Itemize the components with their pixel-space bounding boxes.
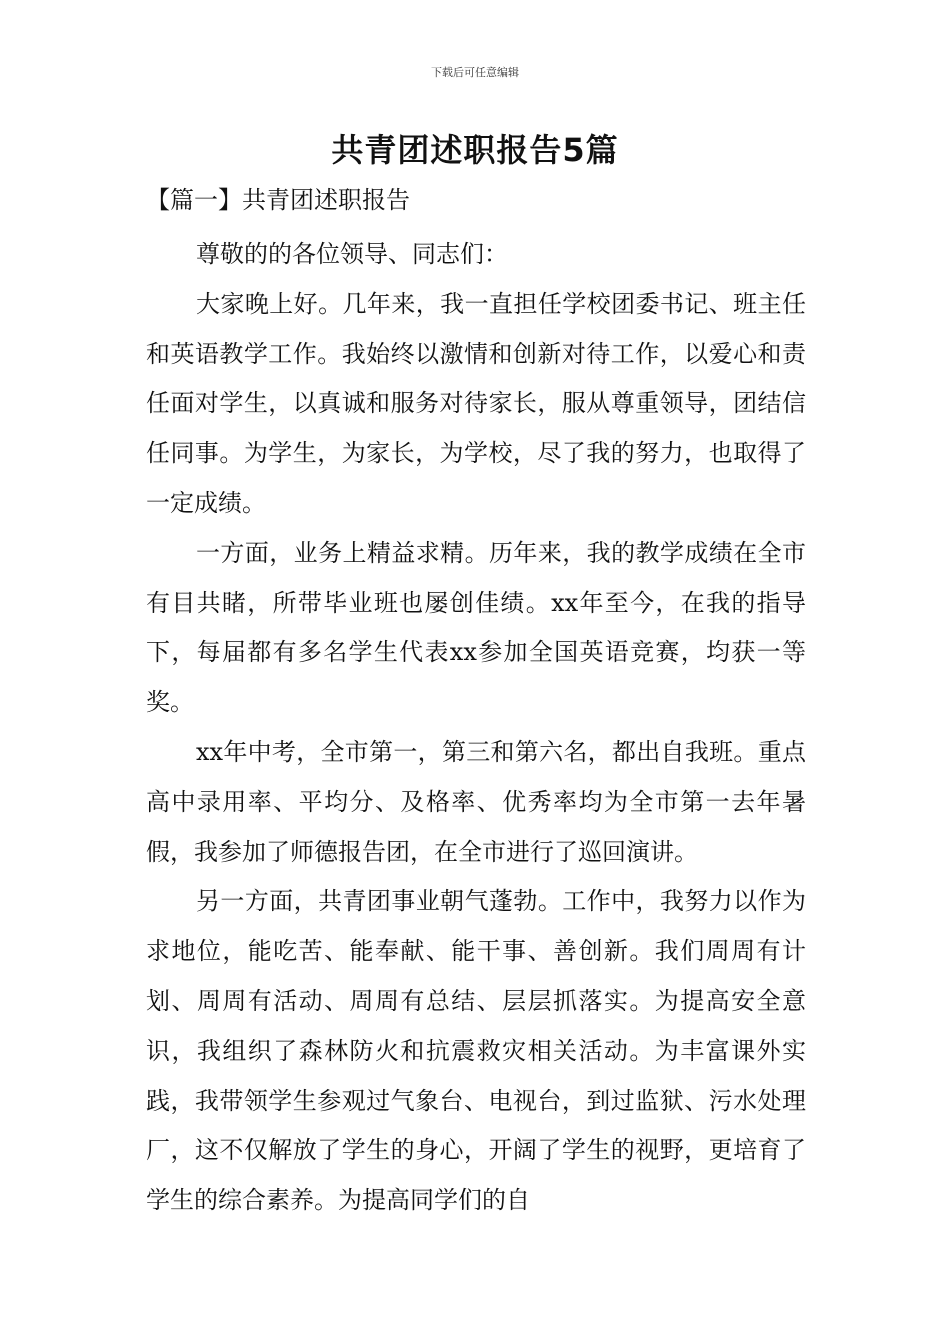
body-text bbox=[146, 230, 806, 1226]
paragraph-league-work: 另一方面，共青团事业朝气蓬勃。工作中，我努力以作为求地位，能吃苦、能奉献、能干事、善创新。我们周周有计划、周周有活动、周周有总结、层层抓落实。为提高安全意识，我组织了森林防火和抗震救灾相关活动。为丰富课外实践，我带领学生参观过气象台、电视台，到过监狱、污水处理厂，这不仅解放了学生的身心，开阔了学生的视野，更培育了学生的综合素养。为提高同学们的自 bbox=[146, 887, 806, 1215]
section-heading: 【篇一】共青团述职报告 bbox=[146, 186, 410, 214]
header-note: 下载后可任意编辑 bbox=[431, 66, 519, 79]
paragraph-intro: 大家晚上好。几年来，我一直担任学校团委书记、班主任和英语教学工作。我始终以激情和创新对待工作，以爱心和责任面对学生，以真诚和服务对待家长，服从尊重领导，团结信任同事。为学生，为家长，为学校，尽了我的努力，也取得了一定成绩。 bbox=[146, 289, 806, 517]
paragraph-exam-results: xx年中考，全市第一，第三和第六名，都出自我班。重点高中录用率、平均分、及格率、优秀率均为全市第一去年暑假，我参加了师德报告团，在全市进行了巡回演讲。 bbox=[146, 737, 806, 866]
paragraph-teaching: 一方面，业务上精益求精。历年来，我的教学成绩在全市有目共睹，所带毕业班也屡创佳绩。xx年至今，在我的指导下，每届都有多名学生代表xx参加全国英语竞赛，均获一等奖。 bbox=[146, 538, 806, 717]
paragraph-salutation: 尊敬的的各位领导、同志们： bbox=[196, 240, 508, 268]
document-title: 共青团述职报告5篇 bbox=[331, 131, 619, 169]
